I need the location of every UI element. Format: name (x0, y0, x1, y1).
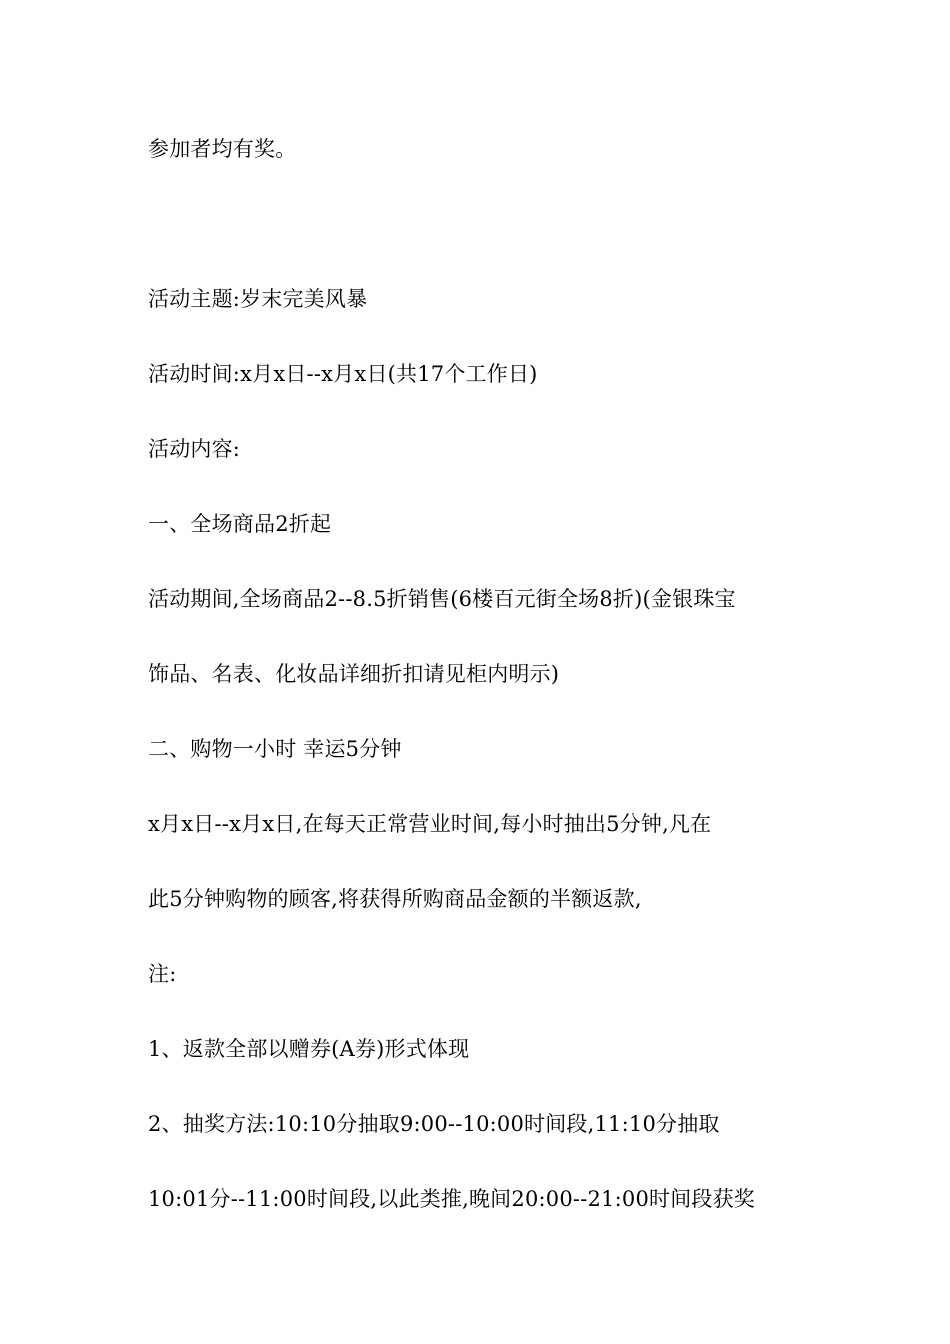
section-two-heading: 二、购物一小时 幸运5分钟 (148, 737, 402, 761)
activity-time: 活动时间:x月x日--x月x日(共17个工作日) (148, 362, 538, 386)
note-item-2-line-2: 10:01分--11:00时间段,以此类推,晚间20:00--21:00时间段获奖 (148, 1187, 756, 1211)
section-one-body-line-2: 饰品、名表、化妆品详细折扣请见柜内明示) (148, 662, 560, 686)
note-heading: 注: (148, 962, 177, 986)
section-one-body-line-1: 活动期间,全场商品2--8.5折销售(6楼百元街全场8折)(金银珠宝 (148, 587, 736, 611)
paragraph-closing-note: 参加者均有奖。 (148, 137, 297, 161)
section-two-body-line-1: x月x日--x月x日,在每天正常营业时间,每小时抽出5分钟,凡在 (148, 812, 712, 836)
activity-theme: 活动主题:岁末完美风暴 (148, 287, 368, 311)
note-item-1: 1、返款全部以赠券(A券)形式体现 (148, 1037, 470, 1061)
activity-content-heading: 活动内容: (148, 437, 241, 461)
section-one-heading: 一、全场商品2折起 (148, 512, 332, 536)
note-item-2-line-1: 2、抽奖方法:10:10分抽取9:00--10:00时间段,11:10分抽取 (148, 1112, 720, 1136)
section-two-body-line-2: 此5分钟购物的顾客,将获得所购商品金额的半额返款, (148, 887, 642, 911)
